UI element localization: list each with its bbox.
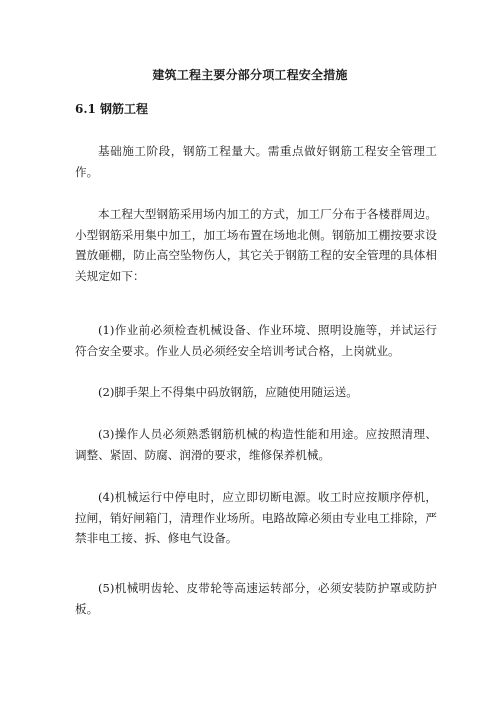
document-title: 建筑工程主要分部分项工程安全措施: [152, 68, 348, 82]
paragraph-rule-5: (5)机械明齿轮、皮带轮等高速运转部分，必须安装防护罩或防护板。: [75, 581, 437, 616]
paragraph-rule-3: (3)操作人员必须熟悉钢筋机械的构造性能和用途。应按照清理、调整、紧固、防腐、润滑的要求，维修保养机械。: [75, 427, 437, 462]
paragraph-rule-1: (1)作业前必须检查机械设备、作业环境、照明设施等，并试运行符合安全要求。作业人员必须经安全培训考试合格，上岗就业。: [75, 323, 437, 358]
section-heading: 6.1 钢筋工程: [75, 102, 149, 116]
paragraph-rule-4: (4)机械运行中停电时，应立即切断电源。收工时应按顺序停机，拉闸，销好闸箱门，清理作业场所。电路故障必须由专业电工排除，严禁非电工接、拆、修电气设备。: [75, 490, 437, 545]
paragraph-intro: 基础施工阶段，钢筋工程量大。需重点做好钢筋工程安全管理工作。: [75, 144, 437, 179]
paragraph-rule-2: (2)脚手架上不得集中码放钢筋，应随使用随运送。: [98, 385, 358, 399]
paragraph-overview: 本工程大型钢筋采用场内加工的方式，加工厂分布于各楼群周边。小型钢筋采用集中加工，加工场布置在场地北侧。钢筋加工棚按要求设置放砸棚，防止高空坠物伤人，其它关于钢筋工程的安全管理的具体相关规定如下：: [75, 207, 437, 283]
